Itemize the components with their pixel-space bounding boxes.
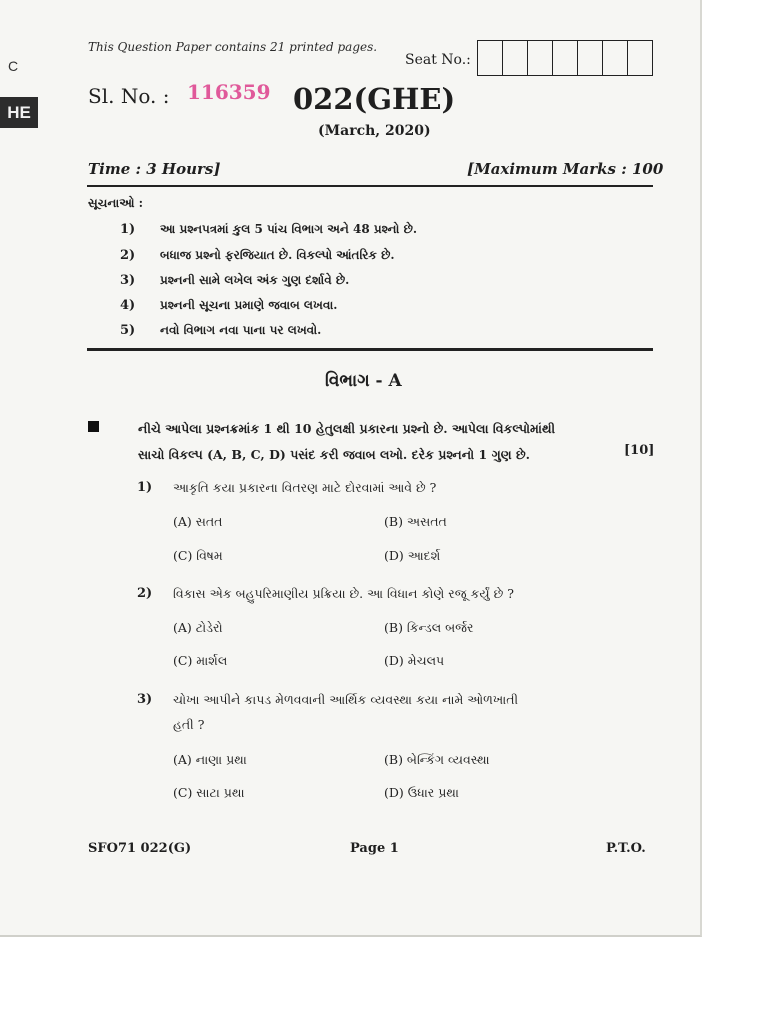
footer-paper-code: SFO71 022(G)	[88, 841, 192, 856]
section-title: વિભાગ - A	[325, 371, 402, 391]
section-intro-line: નીચે આપેલા પ્રશ્નક્રમાંક 1 થી 10 હેતુલક્ષી પ્રકારના પ્રશ્નો છે. આપેલા વિકલ્પોમાંથી	[138, 421, 556, 436]
option-c: (C) વિષમ	[173, 548, 223, 563]
paper-code: 022(GHE)	[293, 82, 456, 116]
section-intro	[138, 416, 555, 468]
instruction-text: નવો વિભાગ નવા પાના પર લખવો.	[160, 323, 322, 337]
option-b: (B) કિન્ડલ બર્જર	[384, 620, 474, 635]
option-d: (D) મેચલપ	[384, 653, 445, 668]
seat-box	[478, 41, 503, 75]
option-b: (B) બેન્કિંગ વ્યવસ્થા	[384, 752, 490, 767]
seat-box	[603, 41, 628, 75]
instruction-text: પ્રશ્નની સામે લખેલ અંક ગુણ દર્શાવે છે.	[160, 273, 350, 287]
instructions-title: સૂચનાઓ :	[88, 196, 144, 210]
printed-pages-note: This Question Paper contains 21 printed pages.	[88, 40, 378, 54]
seat-box	[578, 41, 603, 75]
instruction-text: પ્રશ્નની સૂચના પ્રમાણે જવાબ લખવા.	[160, 298, 338, 312]
square-bullet-icon	[88, 421, 99, 432]
instruction-text: આ પ્રશ્નપત્રમાં કુલ 5 પાંચ વિભાગ અને 48 પ્રશ્નો છે.	[160, 222, 418, 236]
instruction-number: 2)	[120, 248, 136, 263]
option-d: (D) આદર્શ	[384, 548, 441, 563]
seat-box	[553, 41, 578, 75]
option-a: (A) સતત	[173, 514, 223, 529]
instruction-number: 3)	[120, 273, 136, 288]
instruction-number: 5)	[120, 323, 136, 338]
instructions-divider	[87, 348, 653, 351]
option-a: (A) ટોડેરો	[173, 620, 223, 635]
question-text: વિકાસ એક બહુપરિમાણીય પ્રક્રિયા છે. આ વિધાન કોણે રજૂ કર્યું છે ?	[173, 586, 514, 601]
seat-number-label: Seat No.:	[405, 52, 471, 68]
question-number: 2)	[137, 586, 153, 601]
seat-box	[628, 41, 652, 75]
question-text-continued: હતી ?	[173, 717, 205, 732]
header-divider	[87, 185, 653, 187]
serial-number-value: 116359	[187, 80, 271, 104]
side-tab-label: HE	[0, 97, 38, 128]
margin-letter: C	[8, 58, 19, 74]
option-c: (C) સાટા પ્રથા	[173, 785, 245, 800]
option-c: (C) માર્શલ	[173, 653, 228, 668]
seat-box	[503, 41, 528, 75]
option-a: (A) નાણા પ્રથા	[173, 752, 247, 767]
exam-duration: Time : 3 Hours]	[88, 160, 221, 178]
section-marks: [10]	[624, 443, 655, 458]
question-text: ચોખા આપીને કાપડ મેળવવાની આર્થિક વ્યવસ્થા કયા નામે ઓળખાતી	[173, 692, 519, 707]
instruction-text: બધાજ પ્રશ્નો ફરજિયાત છે. વિકલ્પો આંતરિક છે.	[160, 248, 395, 262]
question-number: 1)	[137, 480, 153, 495]
question-text: આકૃતિ કયા પ્રકારના વિતરણ માટે દોરવામાં આવે છે ?	[173, 480, 437, 495]
option-b: (B) અસતત	[384, 514, 447, 529]
seat-box	[528, 41, 553, 75]
serial-number-label: Sl. No. :	[88, 84, 170, 108]
exam-date: (March, 2020)	[318, 123, 431, 139]
maximum-marks: [Maximum Marks : 100	[467, 160, 664, 178]
question-number: 3)	[137, 692, 153, 707]
seat-number-boxes	[477, 40, 653, 76]
footer-page-number: Page 1	[350, 841, 399, 856]
instruction-number: 1)	[120, 222, 136, 237]
footer-pto: P.T.O.	[606, 841, 646, 856]
option-d: (D) ઉધાર પ્રથા	[384, 785, 459, 800]
instruction-number: 4)	[120, 298, 136, 313]
section-intro-line: સાચો વિકલ્પ (A, B, C, D) પસંદ કરી જવાબ લખો. દરેક પ્રશ્નનો 1 ગુણ છે.	[138, 447, 530, 462]
